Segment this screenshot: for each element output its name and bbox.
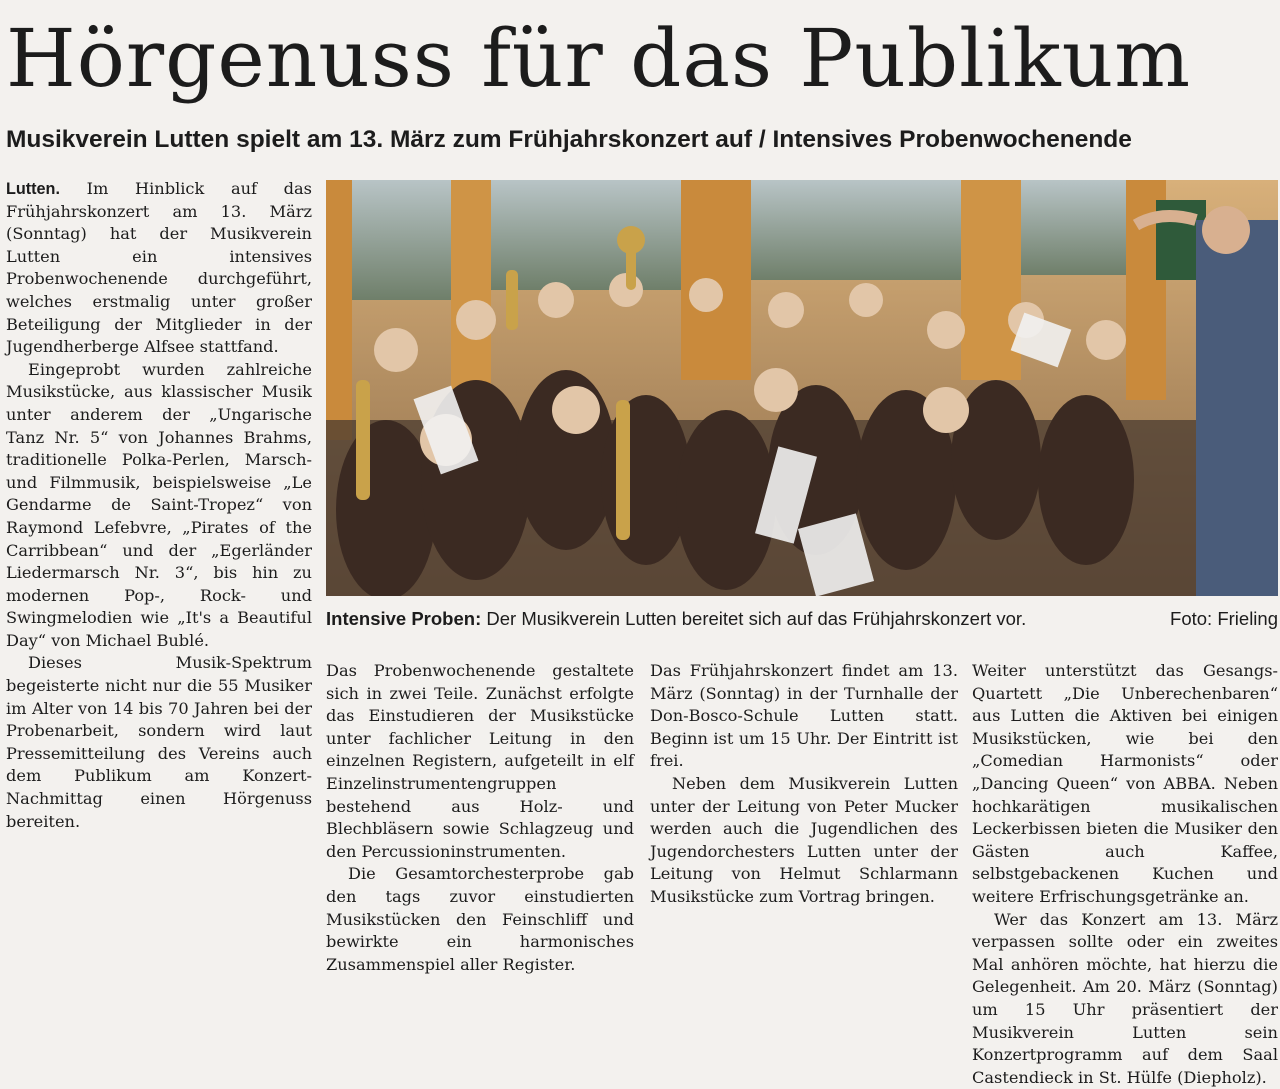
paragraph-6: Das Frühjahrskonzert findet am 13. März (Sonntag) in der Turnhalle der Don-Bosco-Schule Lutten statt. Beginn ist um 15 Uhr. Der Eintritt ist frei. (650, 661, 958, 771)
paragraph-4: Das Probenwochenende gestaltete sich in zwei Teile. Zunächst erfolgte das Einstudieren der Musikstücke unter fachlicher Leitung in den einzelnen Registern, aufgeteilt in elf Einzelinstrumentengruppen bestehend aus Holz- und Blechbläsern sowie Schlagzeug und den Percussioninstrumenten. (326, 661, 634, 861)
text-column-2 (326, 660, 634, 976)
paragraph-1-text: Im Hinblick auf das Frühjahrskonzert am 13. März (Sonntag) hat der Musikverein Lutten ein intensives Probenwochenende durchgeführt, welches erstmalig unter großer Beteiligung der Mitglieder in der Jugendherberge Alfsee stattfand. (6, 179, 312, 357)
photo-illustration (326, 180, 1278, 596)
text-column-3 (650, 660, 958, 909)
subheadline: Musikverein Lutten spielt am 13. März zum Frühjahrskonzert auf / Intensives Probenwochenende (6, 126, 1132, 153)
paragraph-9: Wer das Konzert am 13. März verpassen sollte oder ein zweites Mal anhören möchte, hat hierzu die Gelegenheit. Am 20. März (Sonntag) um 15 Uhr präsentiert der Musikverein Lutten sein Konzertprogramm auf dem Saal Castendieck in St. Hülfe (Diepholz). (972, 909, 1278, 1087)
paragraph-8: Weiter unterstützt das Gesangs-Quartett „Die Unberechenbaren“ aus Lutten die Aktiven bei einigen Musikstücken, wie bei den „Comedian Harmonists“ oder „Dancing Queen“ von ABBA. Neben hochkarätigen musikalischen Leckerbissen bieten die Musiker den Gästen auch Kaffee, selbstgebackenen Kuchen und weitere Erfrischungsgetränke an. (972, 661, 1278, 906)
dateline: Lutten. (6, 180, 60, 198)
caption-lead: Intensive Proben: (326, 608, 482, 629)
headline: Hörgenuss für das Publikum (6, 12, 1192, 105)
photo-credit: Foto: Frieling (1170, 608, 1278, 629)
paragraph-7: Neben dem Musikverein Lutten unter der Leitung von Peter Mucker werden auch die Jugendlichen des Jugendorchesters Lutten unter der Leitung von Helmut Schlarmann Musikstücke zum Vortrag bringen. (650, 773, 958, 906)
paragraph-2: Eingeprobt wurden zahlreiche Musikstücke, aus klassischer Musik unter anderem der „Ungarische Tanz Nr. 5“ von Johannes Brahms, traditionelle Polka-Perlen, Marsch- und Filmmusik, beispielsweise „Le Gendarme de Saint-Tropez“ von Raymond Lefebvre, „Pirates of the Carribbean“ und der „Egerländer Liedermarsch Nr. 3“, bis hin zu modernen Pop-, Rock- und Swingmelodien wie „It's a Beautiful Day“ von Michael Bublé. (6, 359, 312, 650)
caption-text: Der Musikverein Lutten bereitet sich auf das Frühjahrskonzert vor. (486, 608, 1027, 629)
paragraph-5: Die Gesamtorchesterprobe gab den tags zuvor einstudierten Musikstücken den Feinschliff und bewirkte ein harmonisches Zusammenspiel aller Register. (326, 864, 634, 974)
text-column-4 (972, 660, 1278, 1089)
text-column-1 (6, 178, 312, 833)
photo-caption (326, 604, 1278, 634)
band-rehearsal-photo (326, 180, 1278, 596)
paragraph-3: Dieses Musik-Spektrum begeisterte nicht nur die 55 Musiker im Alter von 14 bis 70 Jahren bei der Probenarbeit, sondern wird laut Pressemitteilung des Vereins auch dem Publikum am Konzert-Nachmittag einen Hörgenuss bereiten. (6, 653, 312, 831)
paragraph-1 (6, 178, 312, 359)
